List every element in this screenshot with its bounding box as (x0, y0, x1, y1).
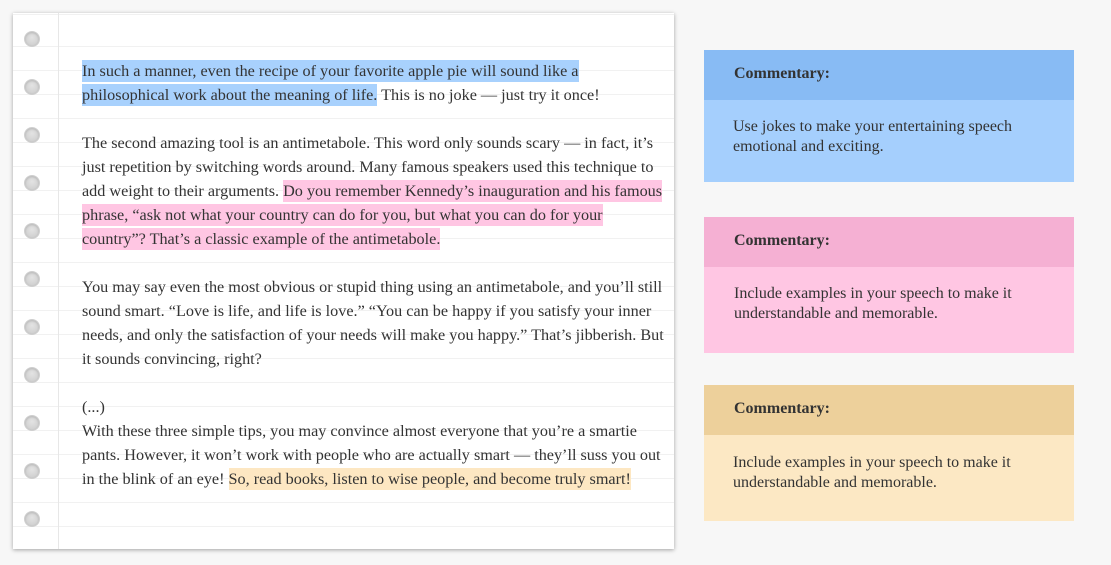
paragraph-ellipsis: (...) (82, 398, 105, 416)
commentary-card-conclusion (704, 385, 1074, 521)
paragraph-text: The second amazing tool is an antimetabole. This word only sounds scary — in fact, it’s just repetition by switching words around. Many famous speakers used this technique to add weight to their arguments. (82, 134, 654, 200)
binder-hole-icon (24, 223, 40, 239)
binder-hole-icon (24, 319, 40, 335)
binder-hole-icon (24, 271, 40, 287)
commentary-text: Include examples in your speech to make it understandable and memorable. (704, 435, 1074, 521)
commentary-card-jokes (704, 50, 1074, 182)
essay-text (82, 59, 666, 491)
notebook-paper (13, 13, 674, 549)
binder-hole-icon (24, 127, 40, 143)
commentary-title: Commentary: (704, 385, 1074, 435)
highlight-blue[interactable]: In such a manner, even the recipe of your favorite apple pie will sound like a philosophical work about the meaning of life. (82, 62, 579, 104)
highlight-pink[interactable]: Do you remember Kennedy’s inauguration and his famous phrase, “ask not what your country can do for you, but what you can do for your country”? That’s a classic example of the antimetabole. (82, 182, 663, 248)
commentary-text: Include examples in your speech to make it understandable and memorable. (704, 267, 1074, 353)
highlight-peach[interactable]: So, read books, listen to wise people, and become truly smart! (228, 470, 631, 488)
binder-hole-icon (24, 511, 40, 527)
paragraph (82, 131, 666, 251)
binder-hole-icon (24, 31, 40, 47)
paragraph (82, 419, 666, 491)
commentary-title: Commentary: (704, 50, 1074, 100)
paragraph: You may say even the most obvious or stupid thing using an antimetabole, and you’ll still sound smart. “Love is life, and life is love.” “You can be happy if you satisfy your inner needs, and only the satisfaction of your needs will make you happy.” That’s jibberish. But it sounds convincing, right? (82, 278, 664, 368)
commentary-text: Use jokes to make your entertaining speech emotional and exciting. (704, 100, 1074, 182)
binder-hole-icon (24, 79, 40, 95)
paragraph-text: This is no joke — just try it once! (377, 86, 600, 104)
paragraph (82, 59, 666, 107)
binder-hole-icon (24, 367, 40, 383)
paragraph-text: With these three simple tips, you may convince almost everyone that you’re a smartie pants. However, it won’t work with people who are actually smart — they’ll suss you out in the blink of an eye! (82, 422, 661, 488)
binder-hole-icon (24, 415, 40, 431)
commentary-card-examples (704, 217, 1074, 353)
binder-hole-icon (24, 463, 40, 479)
commentary-title: Commentary: (704, 217, 1074, 267)
binder-hole-icon (24, 175, 40, 191)
